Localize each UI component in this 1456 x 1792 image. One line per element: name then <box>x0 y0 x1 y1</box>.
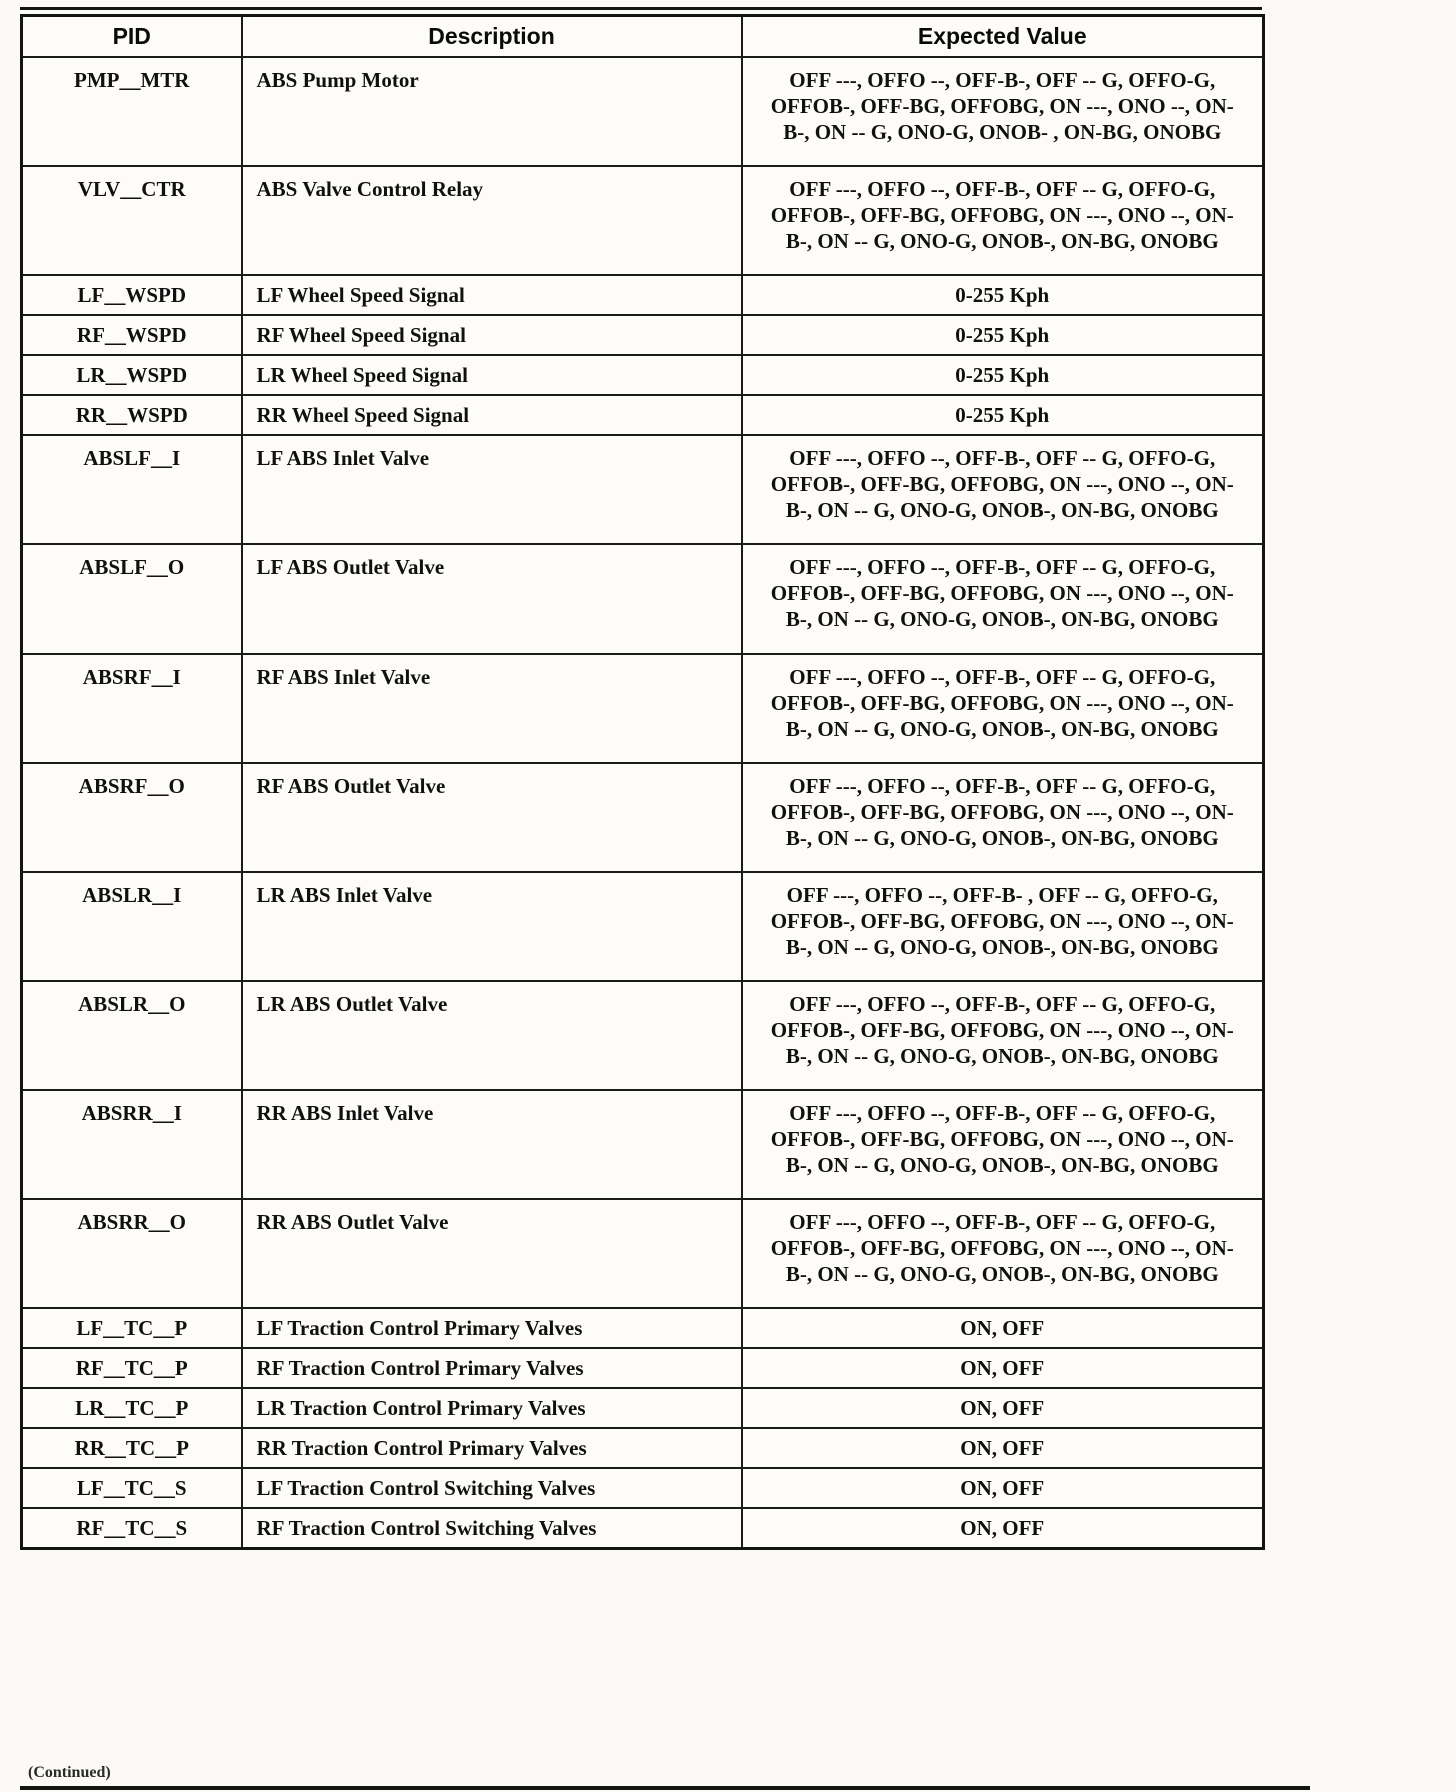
desc-cell: LR Wheel Speed Signal <box>242 355 742 395</box>
pid-cell: ABSLF__O <box>22 544 242 653</box>
table-row <box>22 395 1264 435</box>
value-cell: ON, OFF <box>742 1308 1264 1348</box>
desc-cell: ABS Valve Control Relay <box>242 166 742 275</box>
column-header-pid: PID <box>22 16 242 58</box>
table-row <box>22 1308 1264 1348</box>
table-row <box>22 1199 1264 1308</box>
top-border-rule <box>20 7 1262 10</box>
pid-table <box>20 14 1265 1550</box>
pid-table-header <box>22 16 1264 58</box>
value-cell: ON, OFF <box>742 1348 1264 1388</box>
desc-cell: RF Wheel Speed Signal <box>242 315 742 355</box>
table-row <box>22 654 1264 763</box>
column-header-expected-value: Expected Value <box>742 16 1264 58</box>
value-cell: 0-255 Kph <box>742 395 1264 435</box>
pid-cell: RR__TC__P <box>22 1428 242 1468</box>
table-row <box>22 435 1264 544</box>
table-row <box>22 1090 1264 1199</box>
table-row <box>22 1508 1264 1549</box>
pid-cell: RF__WSPD <box>22 315 242 355</box>
value-cell: 0-255 Kph <box>742 355 1264 395</box>
table-row <box>22 1388 1264 1428</box>
bottom-border-rule <box>20 1786 1310 1790</box>
table-row <box>22 1348 1264 1388</box>
table-row <box>22 1428 1264 1468</box>
desc-cell: LF Wheel Speed Signal <box>242 275 742 315</box>
value-cell: OFF ---, OFFO --, OFF-B-, OFF -- G, OFFO-G, OFFOB-, OFF-BG, OFFOBG, ON ---, ONO --, ON-B-, ON -- G, ONO-G, ONOB-, ON-BG, ONOBG <box>742 1199 1264 1308</box>
continued-note: (Continued) <box>28 1764 111 1781</box>
value-cell: OFF ---, OFFO --, OFF-B-, OFF -- G, OFFO-G, OFFOB-, OFF-BG, OFFOBG, ON ---, ONO --, ON-B-, ON -- G, ONO-G, ONOB-, ON-BG, ONOBG <box>742 166 1264 275</box>
table-row <box>22 57 1264 166</box>
value-cell: OFF ---, OFFO --, OFF-B-, OFF -- G, OFFO-G, OFFOB-, OFF-BG, OFFOBG, ON ---, ONO --, ON-B-, ON -- G, ONO-G, ONOB-, ON-BG, ONOBG <box>742 544 1264 653</box>
pid-cell: RF__TC__P <box>22 1348 242 1388</box>
pid-cell: LF__WSPD <box>22 275 242 315</box>
desc-cell: LR ABS Outlet Valve <box>242 981 742 1090</box>
pid-cell: ABSRR__O <box>22 1199 242 1308</box>
desc-cell: LF Traction Control Primary Valves <box>242 1308 742 1348</box>
desc-cell: LR ABS Inlet Valve <box>242 872 742 981</box>
pid-cell: ABSLR__I <box>22 872 242 981</box>
desc-cell: RR ABS Inlet Valve <box>242 1090 742 1199</box>
value-cell: OFF ---, OFFO --, OFF-B-, OFF -- G, OFFO-G, OFFOB-, OFF-BG, OFFOBG, ON ---, ONO --, ON-B-, ON -- G, ONO-G, ONOB-, ON-BG, ONOBG <box>742 981 1264 1090</box>
pid-cell: LR__TC__P <box>22 1388 242 1428</box>
value-cell: 0-255 Kph <box>742 275 1264 315</box>
table-row <box>22 355 1264 395</box>
table-row <box>22 544 1264 653</box>
header-row <box>22 16 1264 58</box>
value-cell: ON, OFF <box>742 1468 1264 1508</box>
desc-cell: RF Traction Control Primary Valves <box>242 1348 742 1388</box>
value-cell: OFF ---, OFFO --, OFF-B- , OFF -- G, OFFO-G, OFFOB-, OFF-BG, OFFOBG, ON ---, ONO --, ON-B-, ON -- G, ONO-G, ONOB-, ON-BG, ONOBG <box>742 872 1264 981</box>
pid-cell: ABSLR__O <box>22 981 242 1090</box>
pid-table-body <box>22 57 1264 1549</box>
pid-cell: ABSRR__I <box>22 1090 242 1199</box>
table-row <box>22 315 1264 355</box>
pid-cell: RR__WSPD <box>22 395 242 435</box>
pid-cell: LR__WSPD <box>22 355 242 395</box>
desc-cell: LF ABS Inlet Valve <box>242 435 742 544</box>
desc-cell: RR ABS Outlet Valve <box>242 1199 742 1308</box>
column-header-description: Description <box>242 16 742 58</box>
pid-cell: LF__TC__S <box>22 1468 242 1508</box>
desc-cell: LF Traction Control Switching Valves <box>242 1468 742 1508</box>
table-row <box>22 872 1264 981</box>
table-row <box>22 981 1264 1090</box>
value-cell: OFF ---, OFFO --, OFF-B-, OFF -- G, OFFO-G, OFFOB-, OFF-BG, OFFOBG, ON ---, ONO --, ON-B-, ON -- G, ONO-G, ONOB-, ON-BG, ONOBG <box>742 763 1264 872</box>
table-row <box>22 763 1264 872</box>
table-row <box>22 275 1264 315</box>
pid-cell: RF__TC__S <box>22 1508 242 1549</box>
pid-cell: ABSLF__I <box>22 435 242 544</box>
desc-cell: RR Traction Control Primary Valves <box>242 1428 742 1468</box>
table-row <box>22 1468 1264 1508</box>
pid-cell: ABSRF__I <box>22 654 242 763</box>
desc-cell: ABS Pump Motor <box>242 57 742 166</box>
value-cell: OFF ---, OFFO --, OFF-B-, OFF -- G, OFFO-G, OFFOB-, OFF-BG, OFFOBG, ON ---, ONO --, ON-B-, ON -- G, ONO-G, ONOB- , ON-BG, ONOBG <box>742 57 1264 166</box>
desc-cell: RR Wheel Speed Signal <box>242 395 742 435</box>
value-cell: OFF ---, OFFO --, OFF-B-, OFF -- G, OFFO-G, OFFOB-, OFF-BG, OFFOBG, ON ---, ONO --, ON-B-, ON -- G, ONO-G, ONOB-, ON-BG, ONOBG <box>742 435 1264 544</box>
desc-cell: RF Traction Control Switching Valves <box>242 1508 742 1549</box>
value-cell: ON, OFF <box>742 1388 1264 1428</box>
desc-cell: RF ABS Outlet Valve <box>242 763 742 872</box>
desc-cell: LF ABS Outlet Valve <box>242 544 742 653</box>
pid-cell: ABSRF__O <box>22 763 242 872</box>
value-cell: OFF ---, OFFO --, OFF-B-, OFF -- G, OFFO-G, OFFOB-, OFF-BG, OFFOBG, ON ---, ONO --, ON-B-, ON -- G, ONO-G, ONOB-, ON-BG, ONOBG <box>742 1090 1264 1199</box>
pid-cell: PMP__MTR <box>22 57 242 166</box>
table-row <box>22 166 1264 275</box>
value-cell: ON, OFF <box>742 1428 1264 1468</box>
pid-cell: VLV__CTR <box>22 166 242 275</box>
desc-cell: RF ABS Inlet Valve <box>242 654 742 763</box>
value-cell: 0-255 Kph <box>742 315 1264 355</box>
value-cell: OFF ---, OFFO --, OFF-B-, OFF -- G, OFFO-G, OFFOB-, OFF-BG, OFFOBG, ON ---, ONO --, ON-B-, ON -- G, ONO-G, ONOB-, ON-BG, ONOBG <box>742 654 1264 763</box>
desc-cell: LR Traction Control Primary Valves <box>242 1388 742 1428</box>
pid-cell: LF__TC__P <box>22 1308 242 1348</box>
value-cell: ON, OFF <box>742 1508 1264 1549</box>
